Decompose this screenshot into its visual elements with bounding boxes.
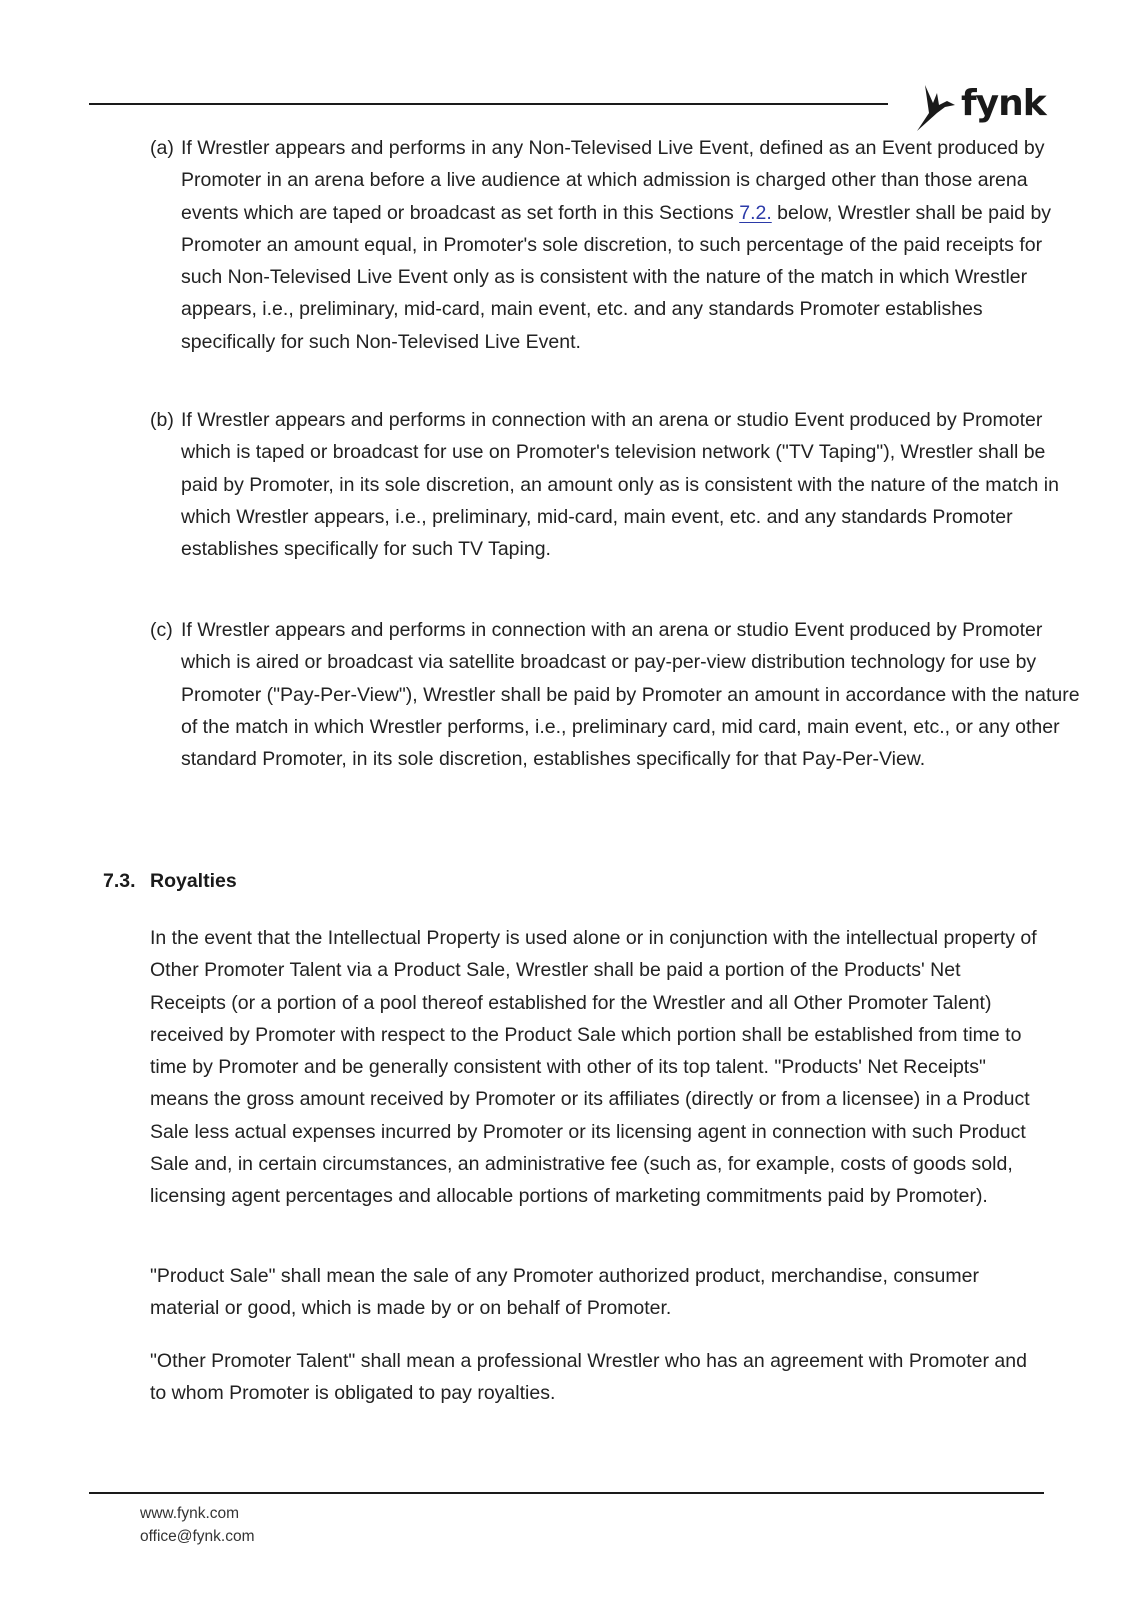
footer-email[interactable]: office@fynk.com <box>140 1528 255 1545</box>
clause-marker: (c) <box>150 619 173 641</box>
footer-website[interactable]: www.fynk.com <box>140 1505 240 1522</box>
clause-marker: (b) <box>150 409 174 431</box>
fynk-logo <box>915 78 1046 134</box>
product-sale-definition: "Product Sale" shall mean the sale of any Promoter authorized product, merchandise, consumer material or good, which is made by or on behalf of Promoter. <box>150 1265 979 1320</box>
royalties-paragraph: In the event that the Intellectual Property is used alone or in conjunction with the intellectual property of Other Promoter Talent via a Product Sale, Wrestler shall be paid a portion of the Products' Net Receipts (or a portion of a pool thereof established for the Wrestler and all Other Promoter Talent) received by Promoter with respect to the Product Sale which portion shall be established from time to time by Promoter and be generally consistent with other of its top talent. "Products' Net Receipts" means the gross amount received by Promoter or its affiliates (directly or from a licensee) in a Product Sale less actual expenses incurred by Promoter or its licensing agent in connection with such Product Sale and, in certain circumstances, an administrative fee (such as, for example, costs of goods sold, licensing agent percentages and allocable portions of marketing commitments paid by Promoter). <box>150 927 1037 1208</box>
header-divider <box>89 103 888 105</box>
section-link[interactable]: 7.2. <box>739 201 772 224</box>
clause-text: If Wrestler appears and performs in any Non-Televised Live Event, defined as an Event produced by Promoter in an arena before a live audience at which admission is charged other than those arena events which are taped or broadcast as set forth in this Sections <box>181 137 1045 224</box>
section-title: Royalties <box>150 870 237 892</box>
section-number: 7.3. <box>103 870 136 892</box>
footer-divider <box>89 1492 1044 1494</box>
other-talent-definition: "Other Promoter Talent" shall mean a professional Wrestler who has an agreement with Promoter and to whom Promoter is obligated to pay royalties. <box>150 1350 1027 1405</box>
clause-text: below, Wrestler shall be paid by Promoter an amount equal, in Promoter's sole discretion, to such percentage of the paid receipts for such Non-Televised Live Event only as is consistent with the nature of the match in which Wrestler appears, i.e., preliminary, mid-card, main event, etc. and any standards Promoter establishes specifically for such Non-Televised Live Event. <box>181 201 1052 353</box>
clause-a <box>150 132 1081 358</box>
clause-text: If Wrestler appears and performs in connection with an arena or studio Event produced by Promoter which is aired or broadcast via satellite broadcast or pay-per-view distribution technology for use by Promoter ("Pay-Per-View"), Wrestler shall be paid by Promoter an amount in accordance with the nature of the match in which Wrestler performs, i.e., preliminary card, mid card, main event, etc., or any other standard Promoter, in its sole discretion, establishes specifically for that Pay-Per-View. <box>181 619 1080 771</box>
section-heading <box>103 870 237 893</box>
bird-icon <box>915 79 957 133</box>
clause-text: If Wrestler appears and performs in connection with an arena or studio Event produced by Promoter which is taped or broadcast for use on Promoter's television network ("TV Taping"), Wrestler shall be paid by Promoter, in its sole discretion, an amount only as is consistent with the nature of the match in which Wrestler appears, i.e., preliminary, mid-card, main event, etc. and any standards Promoter establishes specifically for such TV Taping. <box>181 409 1059 561</box>
clause-marker: (a) <box>150 137 174 159</box>
clause-c <box>150 614 1081 775</box>
brand-name: fynk <box>961 82 1046 124</box>
clause-b <box>150 404 1081 565</box>
